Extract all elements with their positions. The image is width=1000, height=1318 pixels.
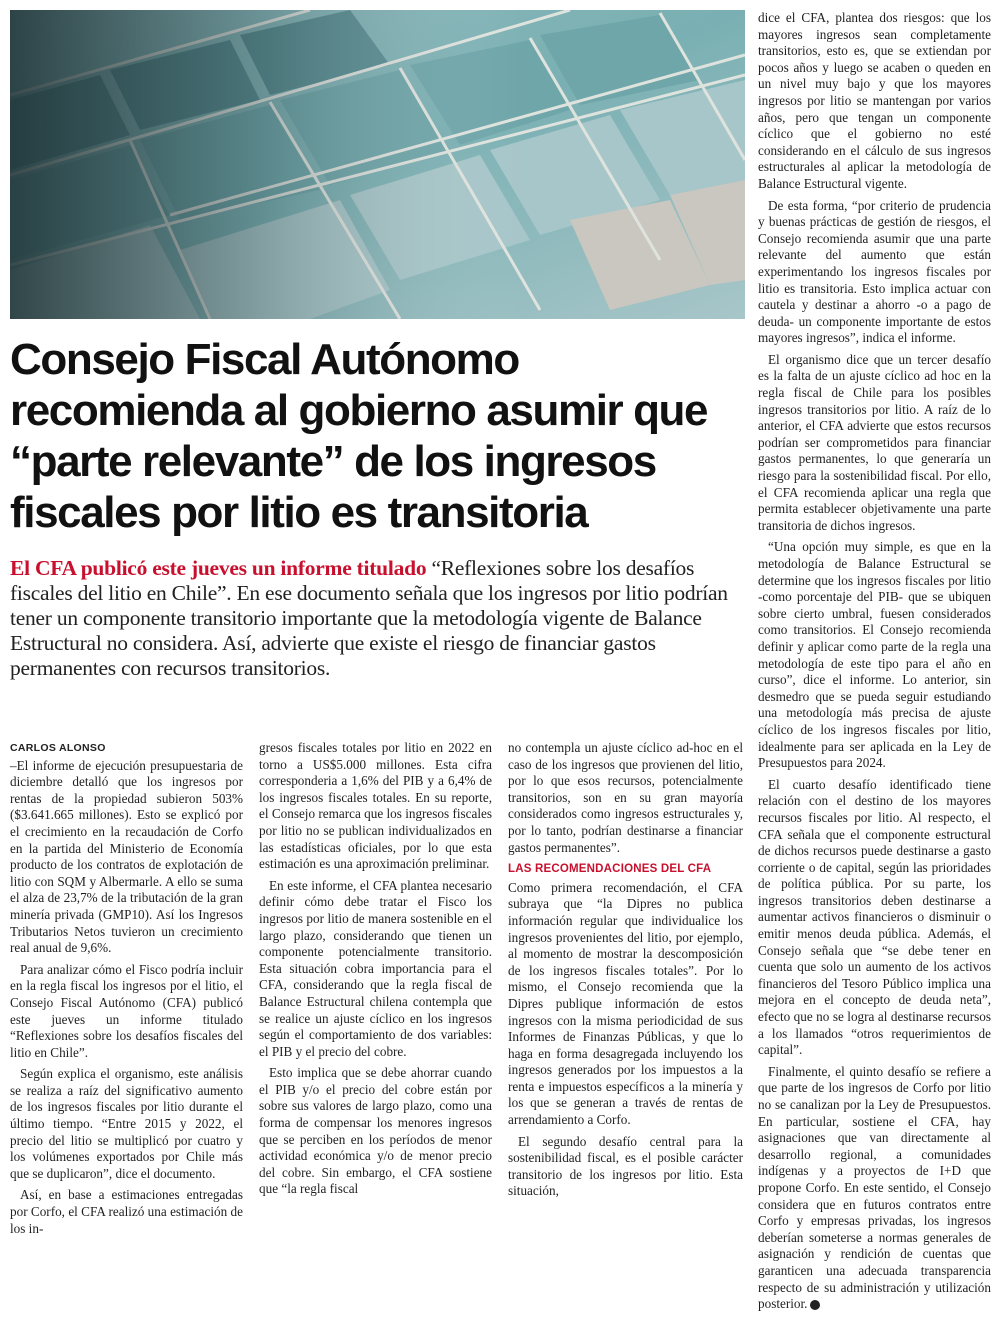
headline <box>10 334 745 538</box>
body-paragraph: dice el CFA, plantea dos riesgos: que los mayores ingresos sean completamente transitorios, esto es, que se extiendan por pocos años y luego se acaben o queden en un nivel muy bajo y que los mayores ingresos por litio se mantengan por varios años, pero que tengan un componente cíclico que el gobierno no esté considerando en el cálculo de sus ingresos estructurales al aplicar la metodología de Balance Estructural vigente. <box>758 10 991 191</box>
body-paragraph: Para analizar cómo el Fisco podría incluir en la regla fiscal los ingresos por el litio, el Consejo Fiscal Autónomo (CFA) publicó este jueves un informe titulado “Reflexiones sobre los desafíos fiscales del litio en Chile”. <box>10 961 243 1060</box>
body-paragraph: El segundo desafío central para la sostenibilidad fiscal, es el posible carácter transitorio de los ingresos por litio. Esta situación, <box>508 1133 743 1199</box>
body-paragraph: Según explica el organismo, este análisis se realiza a raíz del significativo aumento de los ingresos fiscales por litio durante el último tiempo. “Entre 2015 y 2022, el precio del litio se multiplicó por cuatro y los volúmenes exportados por Chile más que se duplicaron”, dice el documento. <box>10 1066 243 1181</box>
column-1 <box>10 740 243 1242</box>
body-paragraph: –El informe de ejecución presupuestaria de diciembre detalló que los ingresos por rentas de la propiedad subieron 503% ($3.641.665 millones). Esto se explicó por el crecimiento en la recaudación de Corfo en la partida del Ministerio de Economía producto de los contratos de explotación de litio con SQM y Albermarle. A ello se suma el alza de 23,7% de la tributación de la gran minería privada (GMP10). Así los Ingresos Tributarios Netos tuvieron un crecimiento real anual de 9,6%. <box>10 757 243 956</box>
body-paragraph: Esto implica que se debe ahorrar cuando el PIB y/o el precio del cobre están por sobre sus valores de largo plazo, como una forma de compensar los menores ingresos que se perciben en los períodos de menor actividad económica y/o de menor precio del cobre. Sin embargo, el CFA sostiene que “la regla fiscal <box>259 1065 492 1197</box>
end-of-article-icon: P <box>810 1300 820 1310</box>
body-paragraph: “Una opción muy simple, es que en la metodología de Balance Estructural se determine que los ingresos fiscales por litio -como porcentaje del PIB- que se ubiquen sobre cierto umbral, fuesen considerados como transitorios. El Consejo recomienda definir y aplicar como parte de la regla una metodología de este tipo para el año en curso”, dice el informe. Lo anterior, sin desmedro que se pueda seguir estudiando una metodología más precisa de ajuste cíclico de los ingresos fiscales por litio, idealmente para ser aplicada en la Ley de Presupuestos para 2024. <box>758 539 991 771</box>
closing-text: Finalmente, el quinto desafío se refiere a que parte de los ingresos de Corfo por litio no se canalizan por la Ley de Presupuestos. En particular, sostiene el CFA, hay asignaciones que van directamente al desarrollo regional, a comunidades indígenas y a proyectos de I+D que propone Corfo. En este sentido, el Consejo considera que en futuros contratos entre Corfo y empresas privadas, los ingresos deberían someterse a normas generales de asignación y rendición de cuentas que garanticen una adecuada transparencia respecto de su administración y utilización posterior. <box>758 1063 991 1312</box>
author-byline: CARLOS ALONSO <box>10 742 106 754</box>
column-4 <box>758 10 991 1318</box>
body-paragraph: El cuarto desafío identificado tiene relación con el destino de los mayores recursos fiscales por litio. Al respecto, el CFA señala que el componente estructural de dichos recursos puede destinarse a gasto corriente o de capital, según las prioridades de política pública. Por su parte, los ingresos transitorios deben destinarse a aumentar activos financieros o disminuir o emitir menos deuda pública. Además, el Consejo señala que “se debe tener en cuenta que solo un aumento de los activos financieros del Tesoro Público implica una mejora en el concepto de deuda neta”, efecto que no se logra al destinarse recursos a los llamados “otros requerimientos de capital”. <box>758 776 991 1058</box>
salt-flat-evaporation-ponds-image <box>10 10 745 319</box>
column-2 <box>259 740 492 1203</box>
body-paragraph: Así, en base a estimaciones entregadas por Corfo, el CFA realizó una estimación de los in- <box>10 1187 243 1236</box>
section-subheading: LAS RECOMENDACIONES DEL CFA <box>508 863 712 876</box>
body-paragraph: no contempla un ajuste cíclico ad-hoc en el caso de los ingresos que provienen del litio, por lo que esos recursos, potencialmente transitorios, son en su gran mayoría considerados como ingresos estructurales y, por lo tanto, podrían destinarse a financiar gastos permanentes”. <box>508 740 743 855</box>
headline-line: recomienda al gobierno asumir que <box>10 386 708 435</box>
body-paragraph: gresos fiscales totales por litio en 2022 en torno a US$5.000 millones. Esta cifra corresponderia a 1,6% del PIB y a 6,4% de los ingresos fiscales totales. En su reporte, el Consejo remarca que los ingresos fiscales por litio no se publican individualizados en las estadísticas oficiales, por lo que esta estimación es una aproximación preliminar. <box>259 740 492 872</box>
column-3 <box>508 740 743 1205</box>
body-paragraph: El organismo dice que un tercer desafío es la falta de un ajuste cíclico ad hoc en la regla fiscal de Chile para los posibles ingresos transitorios por litio. A raíz de lo anterior, el CFA advierte que estos recursos podrían ser comprometidos para financiar gastos permanentes, lo que generaría un riesgo para la sostenibilidad fiscal. Por ello, el CFA recomienda aplicar una regla que permita establecer objetivamente una parte transitoria de dichos ingresos. <box>758 351 991 533</box>
body-paragraph <box>758 1064 991 1313</box>
body-paragraph: De esta forma, “por criterio de prudencia y buenas prácticas de gestión de riesgos, el Consejo recomienda asumir que una parte relevante del aumento que están experimentando los ingresos fiscales por litio es transitoria. Esto implica actuar con cautela y destinar a ahorro -o a pago de deuda- un componente importante de estos mayores ingresos”, indica el informe. <box>758 197 991 346</box>
lead-text: “Reflexiones sobre los desafíos fiscales del litio en Chile”. En ese documento señala que los ingresos por litio podrían tener un componente transitorio importante que la metodología vigente de Balance Estructural no considera. Así, advierte que existe el riesgo de financiar gastos permanentes con recursos transitorios. <box>10 556 728 680</box>
body-paragraph: Como primera recomendación, el CFA subraya que “la Dipres no publica información regular que individualice los ingresos provenientes del litio, por ejemplo, al momento de mostrar la descomposición de los ingresos fiscales totales”. Por lo mismo, el Consejo recomienda que la Dipres publique información de estos ingresos con la misma periodicidad de sus Informes de Finanzas Públicas, y que lo haga en forma desagregada incluyendo los ingresos generados por los impuestos a la renta e impuestos específicos a la minería y los que se generan a través de rentas de arrendamiento a Corfo. <box>508 879 743 1128</box>
headline-line: Consejo Fiscal Autónomo <box>10 335 519 384</box>
body-paragraph: En este informe, el CFA plantea necesario definir cómo debe tratar el Fisco los ingresos por litio de manera sostenible en el largo plazo, considerando que tienen un componente potencialmente transitorio. Esta situación cobra importancia para el CFA, considerando que la regla fiscal de Balance Estructural chilena contempla que se realice un ajuste cíclico en los ingresos según el comportamiento de dos variables: el PIB y el precio del cobre. <box>259 877 492 1059</box>
lead-paragraph <box>10 556 745 681</box>
headline-line: “parte relevante” de los ingresos <box>10 437 656 486</box>
salt-flat-photo <box>10 10 745 319</box>
headline-line: fiscales por litio es transitoria <box>10 488 588 537</box>
lead-highlight: El CFA publicó este jueves un informe titulado <box>10 556 427 580</box>
